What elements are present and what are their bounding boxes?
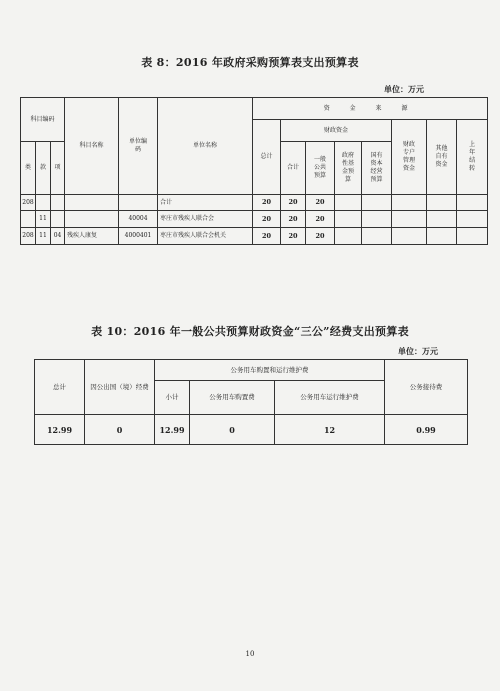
cell-subtotal: 12.99 [155,415,190,445]
page-number: 10 [245,650,255,658]
cell-fiscal-total: 20 [281,211,306,228]
table10-three-public-expenses [34,359,468,445]
th-fiscal-subtotal: 合计 [281,142,306,195]
th-xiang: 项 [51,142,65,195]
cell-subject-name: 残疾人康复 [65,228,119,245]
cell-empty [392,195,427,211]
th-total: 总计 [253,120,281,195]
th-general-public [306,142,335,195]
table-row [21,195,488,211]
cell-empty [335,228,362,245]
cell-lei: 208 [21,195,36,211]
th-gov-fund [335,142,362,195]
th-carryover [457,120,488,195]
cell-empty [362,228,392,245]
table8-procurement-budget [20,97,488,245]
cell-empty [457,195,488,211]
th-special-account-text: 财政专户管理资金 [403,140,416,173]
cell-empty [427,228,457,245]
cell-general-public: 20 [306,195,335,211]
cell-total: 20 [253,211,281,228]
cell-unit-name: 枣庄市残疾人联合会 [158,211,253,228]
table8-unit: 单位：万元 [384,84,424,94]
cell-lei: 208 [21,228,36,245]
th-subject-name: 科目名称 [65,98,119,195]
cell-kuan: 11 [36,228,51,245]
th-special-account [392,120,427,195]
cell-fiscal-total: 20 [281,228,306,245]
th-operation: 公务用车运行维护费 [275,381,385,415]
cell-empty [362,211,392,228]
th-vehicle: 公务用车购置和运行维护费 [155,360,385,381]
th-state-capital [362,142,392,195]
cell-empty [335,195,362,211]
cell-operation: 12 [275,415,385,445]
th-gov-fund-text: 政府性基金预算 [342,151,355,184]
th-other-own-text: 其他自有资金 [435,144,448,169]
cell-unit-code [119,195,158,211]
th-funds-source-text: 资 金 来 源 [323,104,417,112]
cell-empty [362,195,392,211]
cell-subject-name [65,195,119,211]
cell-kuan [36,195,51,211]
cell-empty [335,211,362,228]
cell-unit-code: 40004 [119,211,158,228]
cell-subject-name [65,211,119,228]
table10-unit: 单位：万元 [398,346,438,356]
th-lei: 类 [21,142,36,195]
cell-empty [427,211,457,228]
cell-xiang: 04 [51,228,65,245]
cell-unit-name: 枣庄市残疾人联合会机关 [158,228,253,245]
th-unit-code-text: 单位编码 [129,137,148,153]
th-kuan: 款 [36,142,51,195]
cell-xiang [51,211,65,228]
cell-reception: 0.99 [385,415,468,445]
th-general-public-text: 一般公共预算 [314,155,327,180]
cell-unit-code: 4000401 [119,228,158,245]
cell-fiscal-total: 20 [281,195,306,211]
th-funds-source [253,98,488,120]
table-row [21,228,488,245]
cell-empty [457,211,488,228]
cell-empty [457,228,488,245]
th-purchase: 公务用车购置费 [190,381,275,415]
cell-xiang [51,195,65,211]
cell-lei [21,211,36,228]
th-unit-name: 单位名称 [158,98,253,195]
cell-unit-name: 合计 [158,195,253,211]
th-total: 总计 [35,360,85,415]
th-state-capital-text: 国有资本经营预算 [370,151,383,184]
cell-empty [427,195,457,211]
cell-abroad: 0 [85,415,155,445]
table-row [35,415,468,445]
cell-total: 20 [253,228,281,245]
cell-total: 12.99 [35,415,85,445]
cell-general-public: 20 [306,228,335,245]
th-reception: 公务接待费 [385,360,468,415]
cell-purchase: 0 [190,415,275,445]
th-carryover-text: 上年结转 [469,140,476,173]
table8-title: 表 8：2016 年政府采购预算表支出预算表 [141,56,359,69]
th-subject-code: 科目编码 [21,98,65,142]
th-fiscal-funds: 财政资金 [281,120,392,142]
cell-empty [392,211,427,228]
table-row [21,211,488,228]
table10-title: 表 10：2016 年一般公共预算财政资金“三公”经费支出预算表 [91,325,409,338]
cell-kuan: 11 [36,211,51,228]
cell-total: 20 [253,195,281,211]
th-other-own [427,120,457,195]
th-unit-code [119,98,158,195]
cell-empty [392,228,427,245]
cell-general-public: 20 [306,211,335,228]
th-abroad: 因公出国（境）经费 [85,360,155,415]
th-subtotal: 小计 [155,381,190,415]
